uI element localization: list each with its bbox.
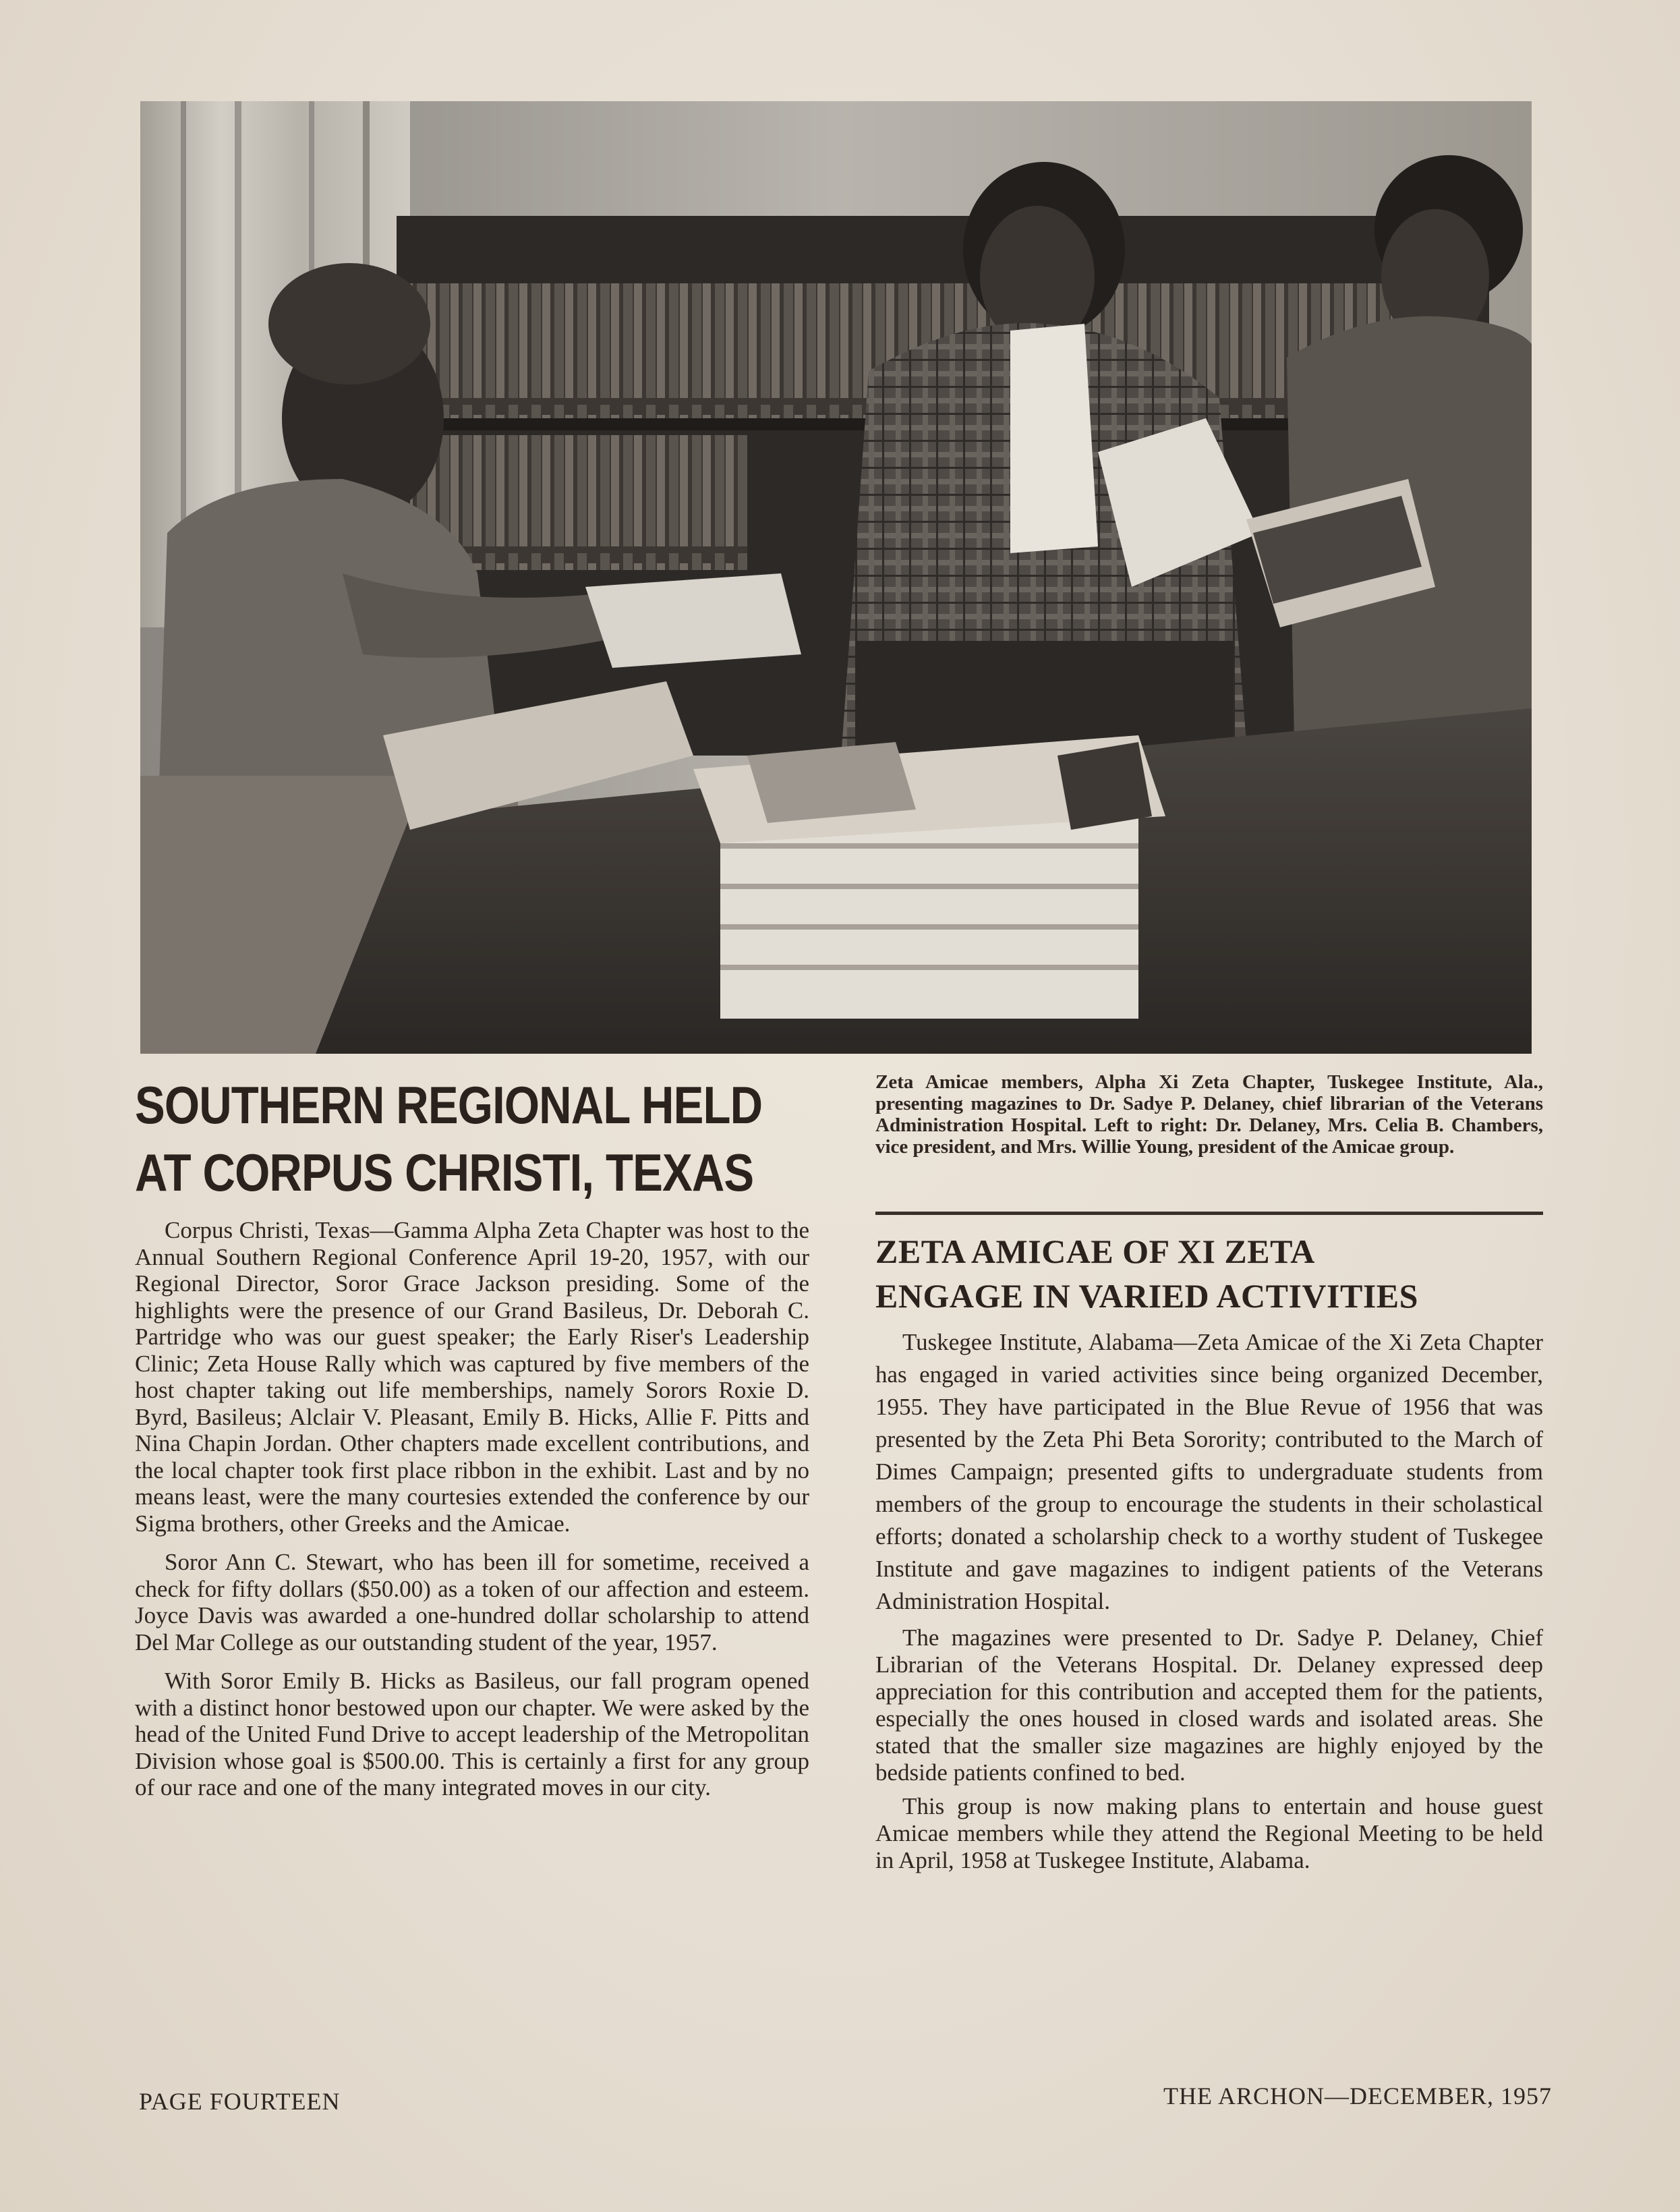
left-article-body <box>135 1217 809 1813</box>
headline <box>135 1071 761 1206</box>
right-paragraph-2: The magazines were presented to Dr. Sadye P. Delaney, Chief Librarian of the Veterans Hospital. Dr. Delaney expressed deep appreciation for this contribution and accepted them for the patients, especially the ones housed in closed wards and isolated areas. She stated that the smaller size magazines are highly enjoyed by the bedside patients confined to bed. <box>875 1624 1543 1786</box>
right-article-body <box>875 1326 1543 1881</box>
photo-caption: Zeta Amicae members, Alpha Xi Zeta Chapter, Tuskegee Institute, Ala., presenting magazines to Dr. Sadye P. Delaney, chief librarian of the Veterans Administration Hospital. Left to right: Dr. Delaney, Mrs. Celia B. Chambers, vice president, and Mrs. Willie Young, president of the Amicae group. <box>875 1071 1543 1158</box>
left-paragraph-3: With Soror Emily B. Hicks as Basileus, our fall program opened with a distinct honor bestowed upon our chapter. We were asked by the head of the United Fund Drive to accept leadership of the Metropolitan Division whose goal is $500.00. This is certainly a first for any group of our race and one of the many integrated moves in our city. <box>135 1668 809 1800</box>
photo-icon <box>140 101 1532 1054</box>
headline-line-1: SOUTHERN REGIONAL HELD <box>135 1075 763 1135</box>
publication-footer: THE ARCHON—DECEMBER, 1957 <box>1163 2082 1552 2109</box>
photo <box>140 101 1532 1054</box>
page-number: PAGE FOURTEEN <box>139 2088 341 2115</box>
right-paragraph-1: Tuskegee Institute, Alabama—Zeta Amicae of the Xi Zeta Chapter has engaged in varied activities since being organized December, 1955. They have participated in the Blue Revue of 1956 that was presented by the Zeta Phi Beta Sorority; contributed to the March of Dimes Campaign; presented gifts to undergraduate students from members of the group to encourage the students in their scholastical efforts; donated a scholarship check to a worthy student of Tuskegee Institute and gave magazines to indigent patients of the Veterans Administration Hospital. <box>875 1329 1543 1614</box>
left-paragraph-1: Corpus Christi, Texas—Gamma Alpha Zeta Chapter was host to the Annual Southern Regional Conference April 19-20, 1957, with our Regional Director, Soror Grace Jackson presiding. Some of the highlights were the presence of our Grand Basileus, Dr. Deborah C. Partridge who was our guest speaker; the Early Riser's Leadership Clinic; Zeta House Rally which was captured by five members of the host chapter taking out life memberships, namely Sorors Roxie D. Byrd, Basileus; Alclair V. Pleasant, Emily B. Hicks, Allie F. Pitts and Nina Chapin Jordan. Other chapters made excellent contributions, and the local chapter took first place ribbon in the exhibit. Last and by no means least, were the many courtesies extended the conference by our Sigma brothers, other Greeks and the Amicae. <box>135 1217 809 1537</box>
left-paragraph-2: Soror Ann C. Stewart, who has been ill for sometime, received a check for fifty dollars ($50.00) as a token of our affection and esteem. Joyce Davis was awarded a one-hundred dollar scholarship to attend Del Mar College as our outstanding student of the year, 1957. <box>135 1549 809 1655</box>
right-headline <box>875 1229 1550 1318</box>
right-headline-line-2: ENGAGE IN VARIED ACTIVITIES <box>875 1277 1418 1315</box>
right-paragraph-3: This group is now making plans to entertain and house guest Amicae members while they attend the Regional Meeting to be held in April, 1958 at Tuskegee Institute, Alabama. <box>875 1793 1543 1873</box>
headline-line-2: AT CORPUS CHRISTI, TEXAS <box>135 1143 754 1202</box>
right-headline-line-1: ZETA AMICAE OF XI ZETA <box>875 1232 1315 1270</box>
divider-rule <box>875 1212 1543 1215</box>
